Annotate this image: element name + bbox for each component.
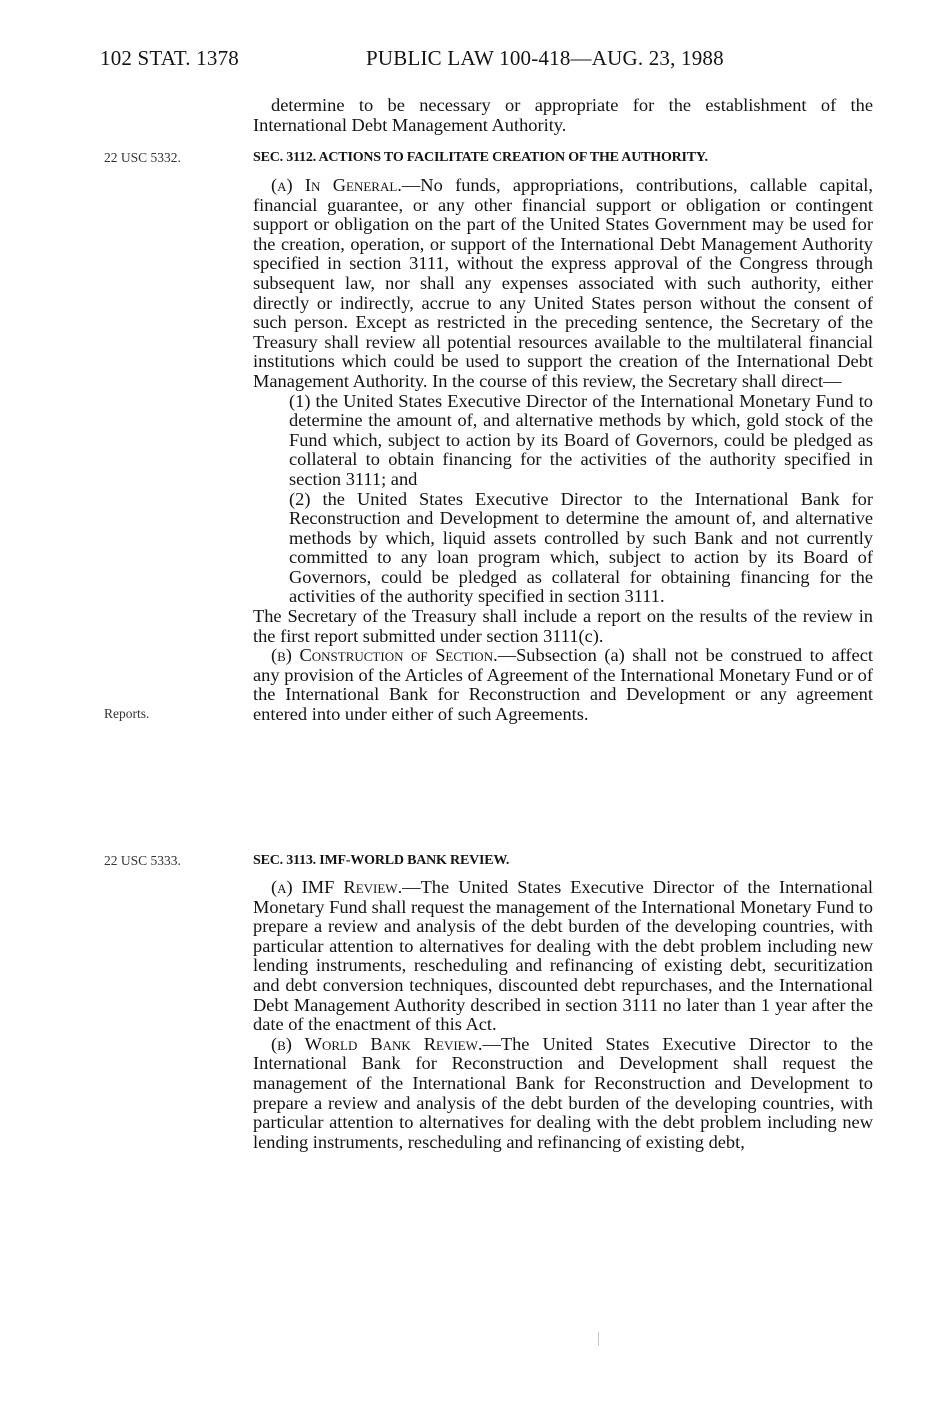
section-3113-subsection-a — [253, 878, 873, 1035]
section-3112-report: The Secretary of the Treasury shall include a report on the results of the review in the first report submitted under section 3111(c). — [253, 606, 873, 646]
section-3112-body — [253, 176, 873, 725]
section-3112-heading: SEC. 3112. ACTIONS TO FACILITATE CREATION OF THE AUTHORITY. — [253, 150, 708, 165]
subsection-b-text: —Subsection (a) shall not be construed to affect any provision of the Articles of Agreement of the International Monetary Fund or of the International Bank for Reconstruction and Development or any agreement entered into under either of such Agreements. — [253, 645, 873, 725]
section-3113-heading: SEC. 3113. IMF-WORLD BANK REVIEW. — [253, 853, 510, 868]
imf-review-label: (a) IMF Review. — [271, 877, 403, 897]
margin-note-usc-5332: 22 USC 5332. — [104, 150, 181, 165]
stat-page-number: 102 STAT. 1378 — [100, 46, 239, 70]
section-3112-subsection-a — [253, 176, 873, 392]
section-3112-item-2 — [253, 490, 873, 608]
world-bank-review-text: —The United States Executive Director to the International Bank for Reconstruction and Development shall request the management of the International Bank for Reconstruction and Development to prepare a review and analysis of the debt burden of the developing countries, with particular attention to alternatives for dealing with the debt problem including new lending instruments, rescheduling and refinancing of existing debt, — [253, 1033, 873, 1152]
margin-note-usc-5333: 22 USC 5333. — [104, 853, 181, 868]
section-3112-subsection-b — [253, 646, 873, 724]
section-3113-subsection-b — [253, 1035, 873, 1153]
imf-review-text: —The United States Executive Director of the International Monetary Fund shall request the management of the International Monetary Fund to prepare a review and analysis of the debt burden of the developing countries, with particular attention to alternatives for dealing with the debt problem including new lending instruments, rescheduling and refinancing of existing debt, securitization and debt conversion techniques, discounted debt repurchases, and the International Debt Management Authority described in section 3111 no later than 1 year after the date of the enactment of this Act. — [253, 877, 873, 1035]
continuation-text: determine to be necessary or appropriate for the establishment of the International Debt Management Authority. — [253, 95, 873, 135]
subsection-b-label: (b) Construction of Section. — [271, 645, 498, 666]
item-1-text: (1) the United States Executive Director of the International Monetary Fund to determine the amount of, and alternative methods by which, gold stock of the Fund which, subject to action by its Board of Governors, could be pledged as collateral to obtain financing for the activities of the authority specified in section 3111; and — [289, 390, 873, 489]
subsection-a-label: (a) In General. — [271, 175, 402, 195]
continuation-paragraph — [253, 96, 873, 135]
section-3112-item-1 — [253, 392, 873, 490]
subsection-a-text: —No funds, appropriations, contributions, callable capital, financial guarantee, or any other financial support or obligation or contingent support or obligation on the part of the United States Government may be used for the creation, operation, or support of the International Debt Management Authority specified in section 3111, without the express approval of the Congress through subsequent law, nor shall any expenses associated with such authority, either directly or indirectly, accrue to any United States person without the consent of such person. Except as restricted in the preceding sentence, the Secretary of the Treasury shall review all potential resources available to the multilateral financial institutions which could be used to support the creation of the International Debt Management Authority. In the course of this review, the Secretary shall direct— — [253, 175, 873, 391]
item-2-text: (2) the United States Executive Director to the International Bank for Reconstruction and Development to determine the amount of, and alternative methods by which, liquid assets controlled by such Bank and not currently committed to any loan program which, subject to action by its Board of Governors, could be pledged as collateral for obtaining financing for the activities of the authority specified in section 3111. — [289, 488, 873, 607]
page-header — [100, 46, 880, 80]
margin-note-reports: Reports. — [104, 706, 150, 721]
public-law-title: PUBLIC LAW 100-418—AUG. 23, 1988 — [366, 46, 724, 70]
scan-artifact — [598, 1332, 599, 1346]
section-3113-body — [253, 878, 873, 1152]
world-bank-review-label: (b) World Bank Review. — [271, 1033, 483, 1054]
